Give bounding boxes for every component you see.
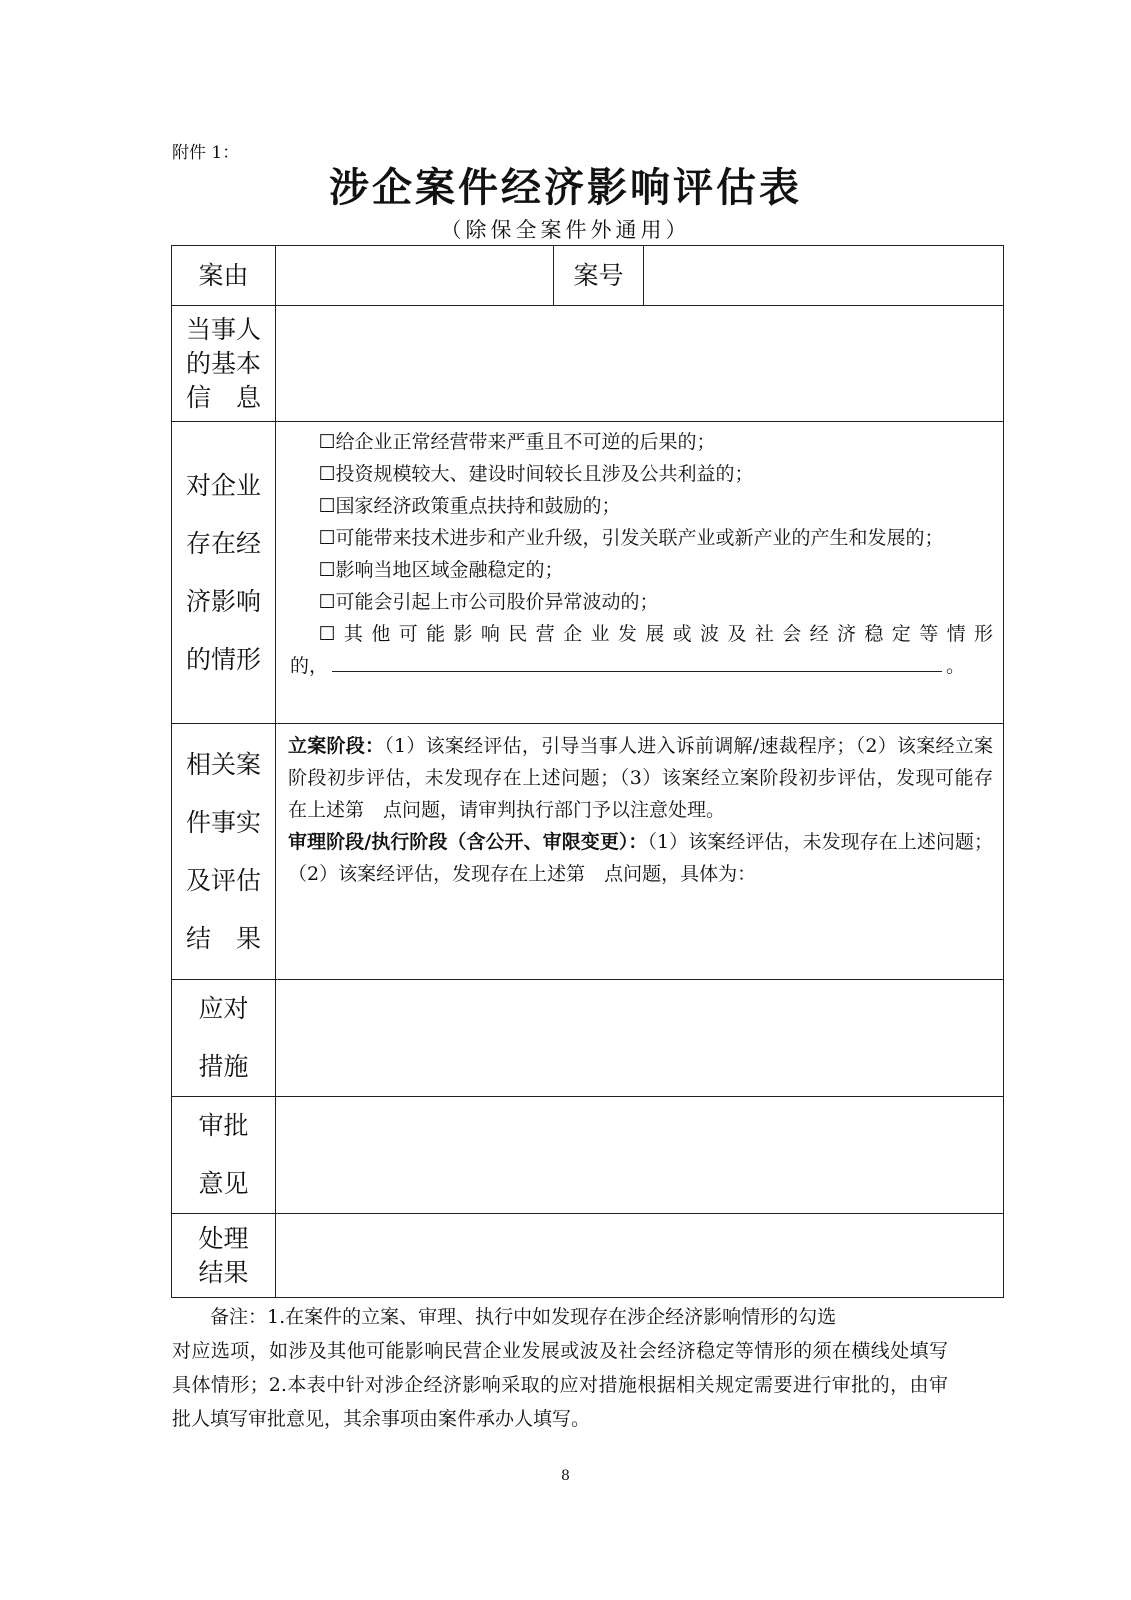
result-label: 处理 结果 — [172, 1214, 276, 1298]
case-reason-label: 案由 — [172, 246, 276, 306]
impact-option-3[interactable]: ☐国家经济政策重点扶持和鼓励的； — [318, 495, 621, 517]
evaluation-form-table — [171, 245, 1004, 1298]
party-info-label: 当事人 的基本 信 息 — [172, 306, 276, 422]
approval-label: 审批 意见 — [172, 1097, 276, 1214]
filing-stage-text: （1）该案经评估，引导当事人进入诉前调解/速裁程序；（2）该案经立案阶段初步评估，未发现存在上述问题；（3）该案经立案阶段初步评估，发现可能存在上述第 点问题，请审判执行部门予以注意处理。 — [288, 735, 993, 821]
measures-label: 应对 措施 — [172, 980, 276, 1097]
row-impact — [172, 422, 1004, 724]
impact-options — [276, 422, 1004, 724]
trial-stage-text: （1）该案经评估，未发现存在上述问题；（2）该案经评估，发现存在上述第 点问题，具体为： — [288, 831, 993, 885]
approval-field[interactable] — [276, 1097, 1004, 1214]
attachment-label: 附件 1： — [172, 143, 240, 163]
case-number-label: 案号 — [554, 246, 644, 306]
row-party-info — [172, 306, 1004, 422]
form-subtitle: （除保全案件外通用） — [440, 218, 691, 242]
other-situation-blank[interactable] — [332, 651, 942, 672]
remarks — [172, 1300, 948, 1436]
row-case-reason — [172, 246, 1004, 306]
impact-option-5[interactable]: ☐影响当地区域金融稳定的； — [318, 559, 564, 581]
row-evaluation — [172, 724, 1004, 980]
impact-option-6[interactable]: ☐可能会引起上市公司股价异常波动的； — [318, 591, 659, 613]
measures-field[interactable] — [276, 980, 1004, 1097]
impact-option-7-tail: 的， 。 — [290, 650, 993, 682]
impact-option-7[interactable]: ☐其他可能影响民营企业发展或波及社会经济稳定等情形 — [318, 623, 993, 645]
impact-option-4[interactable]: ☐可能带来技术进步和产业升级，引发关联产业或新产业的产生和发展的； — [318, 527, 944, 549]
result-field[interactable] — [276, 1214, 1004, 1298]
form-title: 涉企案件经济影响评估表 — [329, 164, 802, 211]
case-reason-field[interactable] — [276, 246, 554, 306]
page-number: 8 — [561, 1468, 570, 1484]
remarks-rest: 对应选项，如涉及其他可能影响民营企业发展或波及社会经济稳定等情形的须在横线处填写具体情形；2.本表中针对涉企经济影响采取的应对措施根据相关规定需要进行审批的，由审批人填写审批意见，其余事项由案件承办人填写。 — [172, 1340, 948, 1430]
impact-label: 对企业 存在经 济影响 的情形 — [172, 422, 276, 724]
evaluation-text[interactable] — [276, 724, 1004, 980]
impact-option-1[interactable]: ☐给企业正常经营带来严重且不可逆的后果的； — [318, 431, 716, 453]
impact-option-2[interactable]: ☐投资规模较大、建设时间较长且涉及公共利益的； — [318, 463, 754, 485]
row-result — [172, 1214, 1004, 1298]
filing-stage-heading: 立案阶段： — [288, 735, 385, 757]
row-approval — [172, 1097, 1004, 1214]
party-info-field[interactable] — [276, 306, 1004, 422]
row-measures — [172, 980, 1004, 1097]
remarks-first-line: 备注：1.在案件的立案、审理、执行中如发现存在涉企经济影响情形的勾选 — [210, 1306, 837, 1328]
trial-stage-heading: 审理阶段/执行阶段（含公开、审限变更）： — [288, 831, 648, 853]
case-number-field[interactable] — [644, 246, 1004, 306]
evaluation-label: 相关案 件事实 及评估 结 果 — [172, 724, 276, 980]
